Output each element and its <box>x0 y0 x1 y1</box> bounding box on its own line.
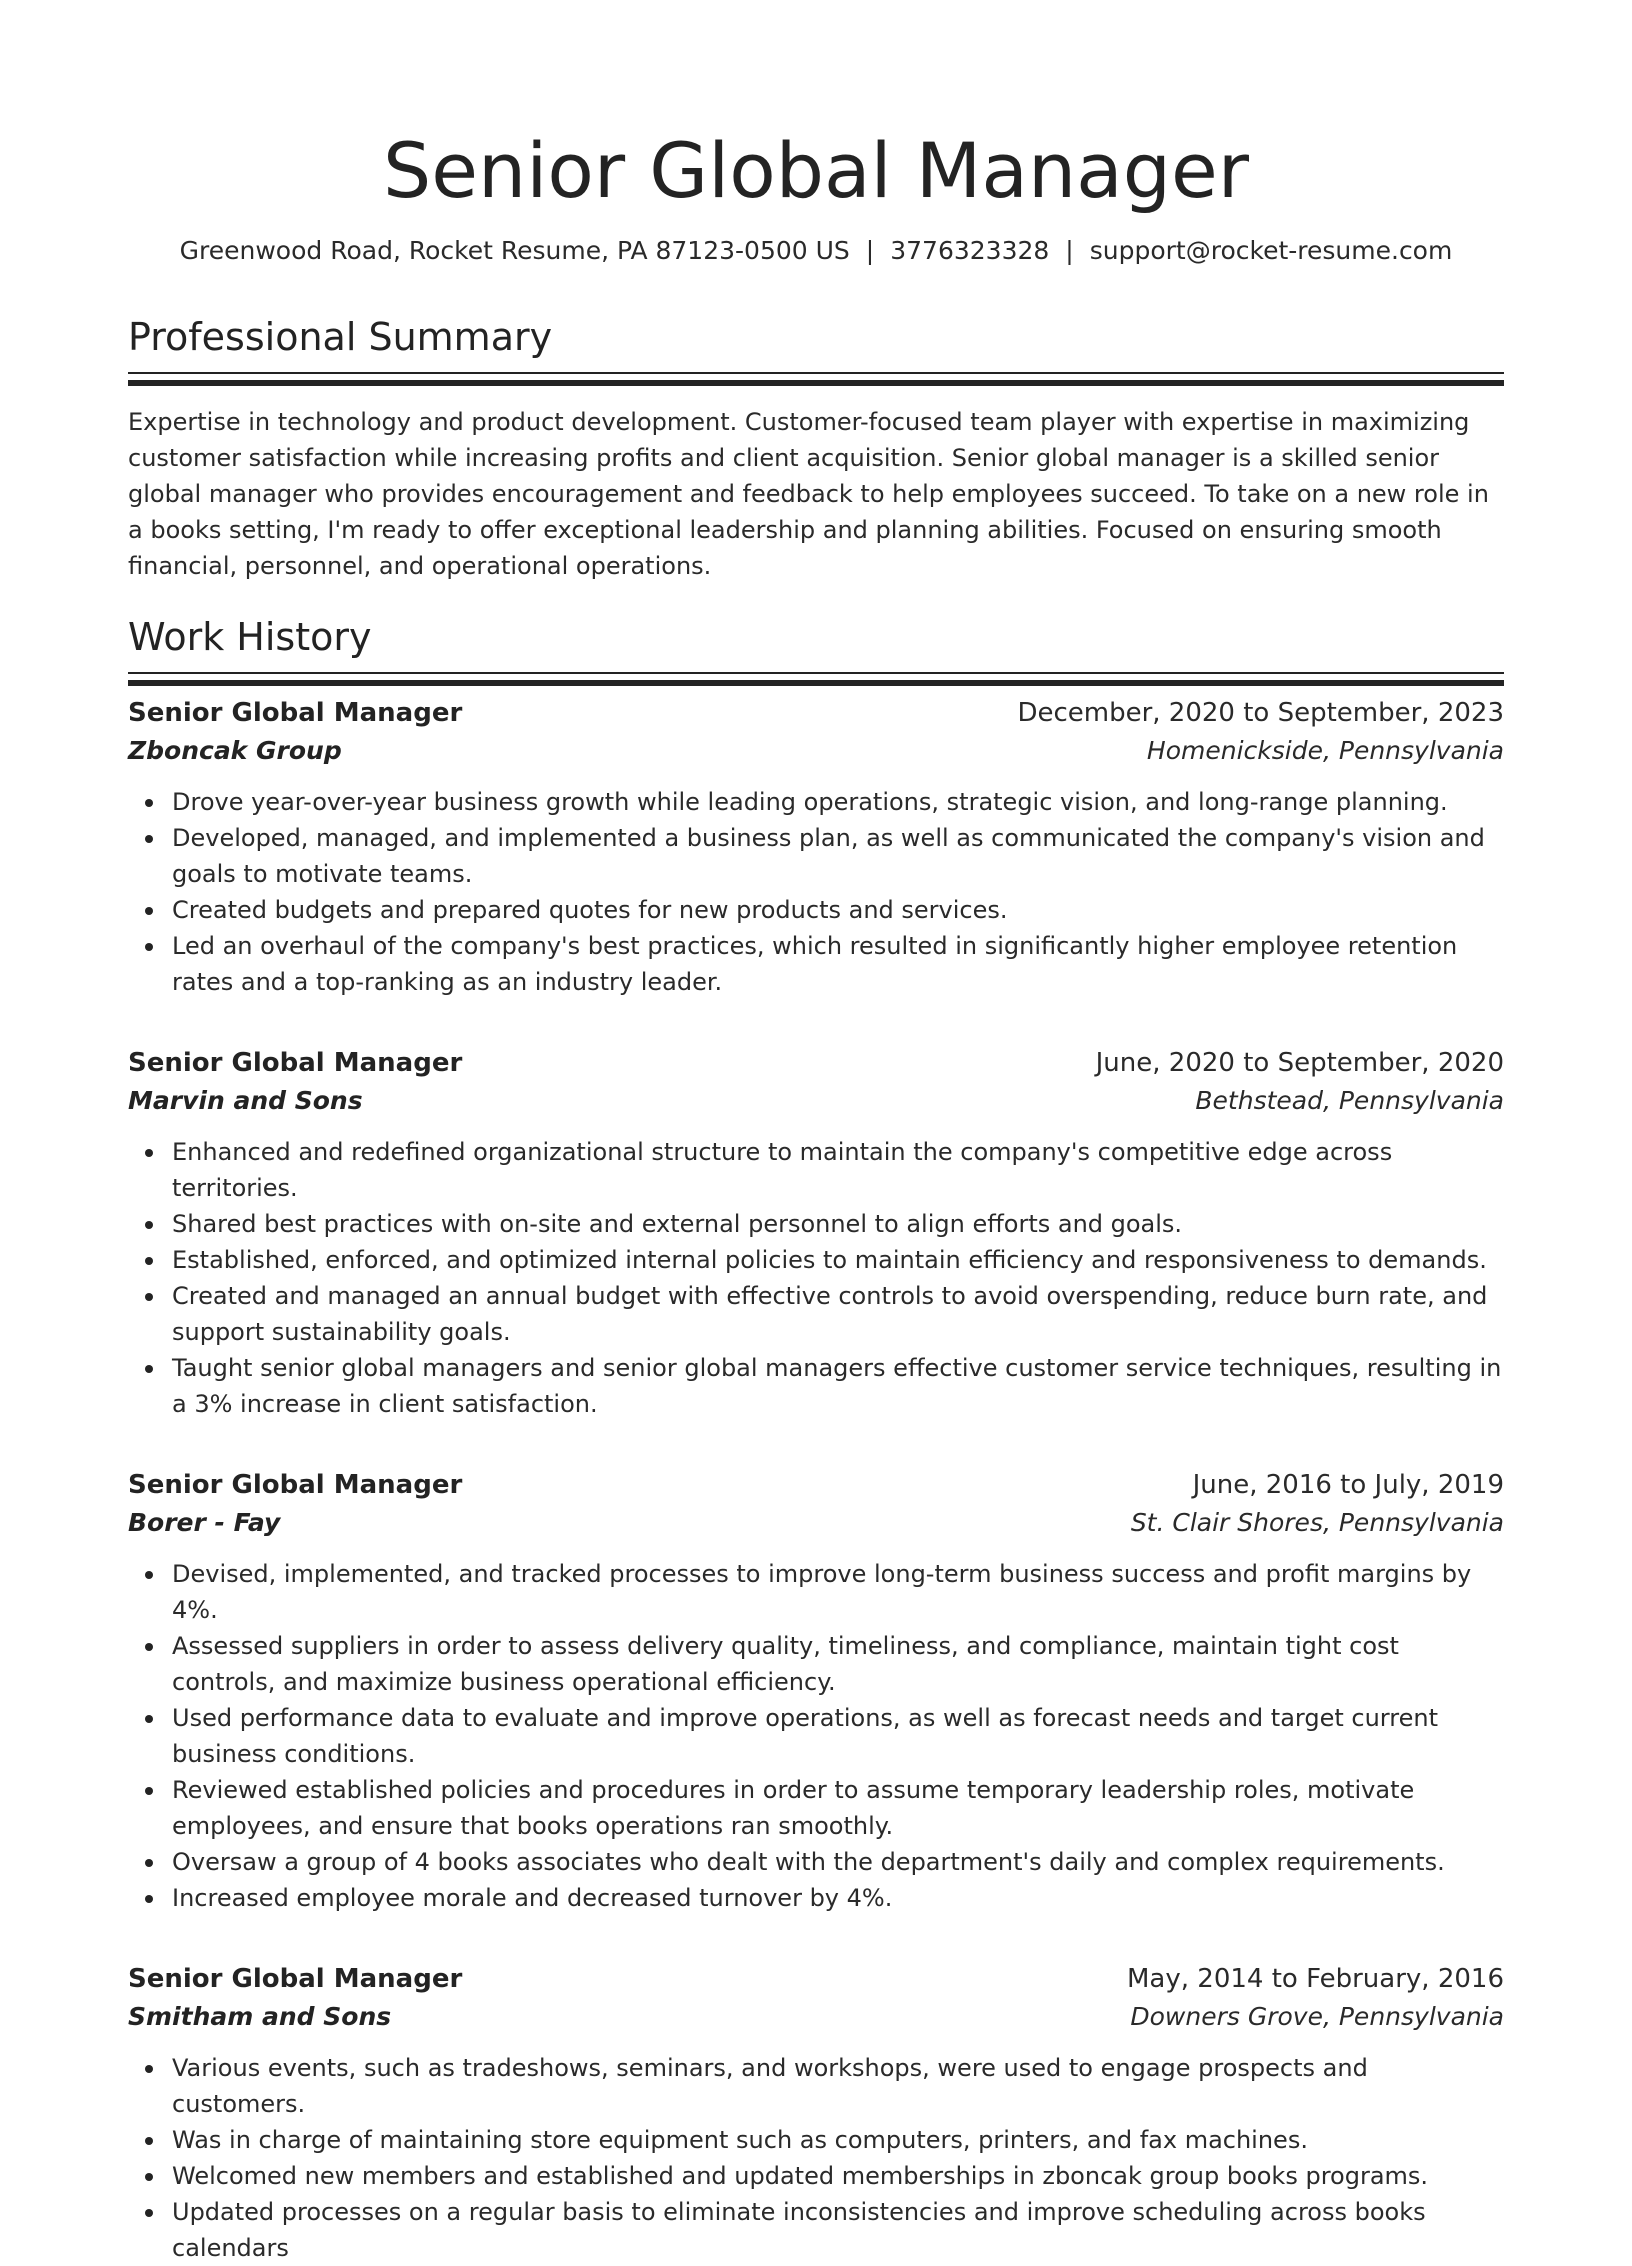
job-bullet: Created and managed an annual budget with effective controls to avoid overspending, reduce burn rate, and support sustainability goals. <box>172 1278 1504 1350</box>
job-title: Senior Global Manager <box>128 1964 463 1994</box>
contact-separator: | <box>865 236 875 265</box>
job-dates: June, 2016 to July, 2019 <box>1192 1470 1504 1500</box>
resume-title: Senior Global Manager <box>383 126 1249 215</box>
job-company: Smitham and Sons <box>128 2002 392 2031</box>
job-bullet: Welcomed new members and established and updated memberships in zboncak group books programs. <box>172 2158 1504 2194</box>
job-header-row <box>128 1960 1504 1998</box>
job-subheader-row <box>128 1082 1504 1120</box>
job-title: Senior Global Manager <box>128 1048 463 1078</box>
job-bullet: Established, enforced, and optimized internal policies to maintain efficiency and responsiveness to demands. <box>172 1242 1504 1278</box>
job-bullet: Drove year-over-year business growth while leading operations, strategic vision, and long-range planning. <box>172 784 1504 820</box>
job-bullet: Developed, managed, and implemented a business plan, as well as communicated the company's vision and goals to motivate teams. <box>172 820 1504 892</box>
section-heading-work-history: Work History <box>128 615 372 659</box>
section-divider <box>128 672 1504 674</box>
job-entry <box>128 1466 1504 1916</box>
contact-phone: 3776323328 <box>890 236 1050 265</box>
summary-text: Expertise in technology and product development. Customer-focused team player with expertise in maximizing customer satisfaction while increasing profits and client acquisition. Senior global manager is a skilled senior global manager who provides encouragement and feedback to help employees succeed. To take on a new role in a books setting, I'm ready to offer exceptional leadership and planning abilities. Focused on ensuring smooth financial, personnel, and operational operations. <box>128 408 1489 580</box>
job-location: Downers Grove, Pennsylvania <box>1130 2002 1504 2031</box>
job-header-row <box>128 1044 1504 1082</box>
job-dates: June, 2020 to September, 2020 <box>1095 1048 1504 1078</box>
job-subheader-row <box>128 1998 1504 2036</box>
job-bullet: Assessed suppliers in order to assess delivery quality, timeliness, and compliance, maintain tight cost controls, and maximize business operational efficiency. <box>172 1628 1504 1700</box>
job-entry <box>128 1960 1504 2266</box>
job-entry <box>128 694 1504 1000</box>
job-bullet-list <box>128 2050 1504 2266</box>
job-company: Zboncak Group <box>128 736 342 765</box>
work-history-section <box>128 614 1504 2266</box>
job-bullet: Updated processes on a regular basis to eliminate inconsistencies and improve scheduling across books calendars <box>172 2194 1504 2266</box>
job-entry <box>128 1044 1504 1422</box>
job-title: Senior Global Manager <box>128 1470 463 1500</box>
contact-email: support@rocket-resume.com <box>1089 236 1453 265</box>
job-bullet: Oversaw a group of 4 books associates who dealt with the department's daily and complex requirements. <box>172 1844 1504 1880</box>
job-header-row <box>128 1466 1504 1504</box>
resume-page <box>128 0 1504 2266</box>
job-dates: December, 2020 to September, 2023 <box>1017 698 1504 728</box>
job-bullet: Various events, such as tradeshows, seminars, and workshops, were used to engage prospects and customers. <box>172 2050 1504 2122</box>
job-bullet: Led an overhaul of the company's best practices, which resulted in significantly higher employee retention rates and a top-ranking as an industry leader. <box>172 928 1504 1000</box>
job-bullet-list <box>128 1134 1504 1422</box>
job-location: Homenickside, Pennsylvania <box>1146 736 1504 765</box>
job-title: Senior Global Manager <box>128 698 463 728</box>
contact-line <box>128 234 1504 268</box>
contact-address: Greenwood Road, Rocket Resume, PA 87123-0500 US <box>179 236 850 265</box>
job-bullet: Enhanced and redefined organizational structure to maintain the company's competitive edge across territories. <box>172 1134 1504 1206</box>
job-bullet: Used performance data to evaluate and improve operations, as well as forecast needs and target current business conditions. <box>172 1700 1504 1772</box>
job-location: Bethstead, Pennsylvania <box>1195 1086 1504 1115</box>
job-bullet-list <box>128 784 1504 1000</box>
job-subheader-row <box>128 1504 1504 1542</box>
job-bullet: Was in charge of maintaining store equipment such as computers, printers, and fax machines. <box>172 2122 1504 2158</box>
job-location: St. Clair Shores, Pennsylvania <box>1130 1508 1504 1537</box>
section-divider <box>128 372 1504 374</box>
job-bullet-list <box>128 1556 1504 1916</box>
job-bullet: Devised, implemented, and tracked processes to improve long-term business success and profit margins by 4%. <box>172 1556 1504 1628</box>
job-company: Marvin and Sons <box>128 1086 363 1115</box>
job-bullet: Taught senior global managers and senior global managers effective customer service techniques, resulting in a 3% increase in client satisfaction. <box>172 1350 1504 1422</box>
job-bullet: Shared best practices with on-site and external personnel to align efforts and goals. <box>172 1206 1504 1242</box>
section-heading-summary: Professional Summary <box>128 315 553 359</box>
job-subheader-row <box>128 732 1504 770</box>
job-company: Borer - Fay <box>128 1508 281 1537</box>
job-dates: May, 2014 to February, 2016 <box>1127 1964 1504 1994</box>
job-bullet: Increased employee morale and decreased turnover by 4%. <box>172 1880 1504 1916</box>
contact-separator: | <box>1065 236 1074 265</box>
job-bullet: Reviewed established policies and procedures in order to assume temporary leadership roles, motivate employees, and ensure that books operations ran smoothly. <box>172 1772 1504 1844</box>
professional-summary-section <box>128 314 1504 584</box>
job-header-row <box>128 694 1504 732</box>
job-bullet: Created budgets and prepared quotes for new products and services. <box>172 892 1504 928</box>
